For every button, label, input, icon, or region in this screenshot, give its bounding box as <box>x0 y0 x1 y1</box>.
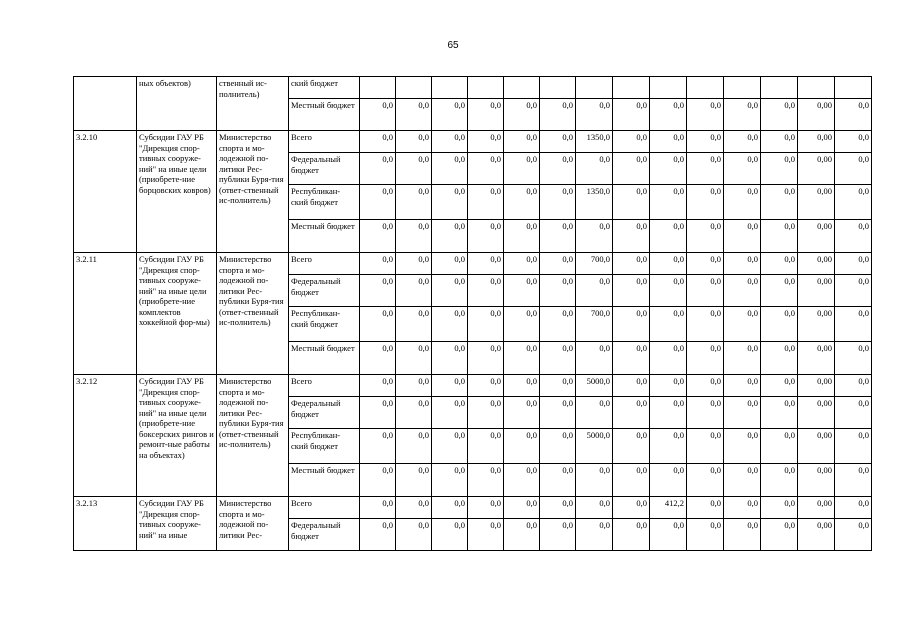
value-cell: 0,0 <box>396 464 432 497</box>
item-code-cell: 3.2.11 <box>74 253 137 375</box>
value-cell: 0,0 <box>650 342 687 375</box>
value-cell: 0,0 <box>724 342 761 375</box>
value-cell: 0,0 <box>360 220 396 253</box>
value-cell: 0,00 <box>798 153 835 185</box>
value-cell: 0,00 <box>798 429 835 464</box>
value-cell: 0,0 <box>432 253 468 275</box>
value-cell: 0,0 <box>396 342 432 375</box>
value-cell: 0,0 <box>540 275 576 307</box>
value-cell: 700,0 <box>576 307 613 342</box>
value-cell: 0,0 <box>468 397 504 429</box>
value-cell: 0,0 <box>432 464 468 497</box>
value-cell: 0,0 <box>576 397 613 429</box>
value-cell: 0,0 <box>576 497 613 519</box>
value-cell: 0,0 <box>835 342 872 375</box>
value-cell <box>504 77 540 99</box>
value-cell: 0,0 <box>724 220 761 253</box>
value-cell: 0,0 <box>360 342 396 375</box>
value-cell: 0,0 <box>360 429 396 464</box>
value-cell: 0,0 <box>360 497 396 519</box>
value-cell: 0,0 <box>504 397 540 429</box>
funding-source-cell: Федеральный бюджет <box>289 397 360 429</box>
value-cell: 0,0 <box>687 397 724 429</box>
value-cell: 0,0 <box>687 275 724 307</box>
value-cell: 0,0 <box>724 397 761 429</box>
value-cell: 0,0 <box>835 220 872 253</box>
funding-source-cell: Федеральный бюджет <box>289 519 360 551</box>
value-cell: 0,00 <box>798 397 835 429</box>
value-cell <box>360 77 396 99</box>
value-cell: 0,0 <box>613 131 650 153</box>
value-cell: 0,0 <box>504 253 540 275</box>
value-cell: 0,0 <box>360 99 396 131</box>
value-cell: 0,0 <box>761 220 798 253</box>
value-cell: 0,0 <box>613 307 650 342</box>
value-cell: 0,0 <box>360 153 396 185</box>
value-cell: 0,0 <box>396 153 432 185</box>
value-cell: 0,0 <box>396 375 432 397</box>
value-cell: 0,00 <box>798 519 835 551</box>
value-cell: 0,00 <box>798 464 835 497</box>
item-name-cell: Субсидии ГАУ РБ "Дирекция спор-тивных сооруже-ний" на иные цели (приобрете-ние комплектов хоккейной фор-мы) <box>137 253 217 375</box>
value-cell: 0,0 <box>432 397 468 429</box>
value-cell: 0,00 <box>798 185 835 220</box>
value-cell: 0,0 <box>540 253 576 275</box>
value-cell: 0,0 <box>468 131 504 153</box>
value-cell: 0,0 <box>613 397 650 429</box>
value-cell: 0,0 <box>761 464 798 497</box>
value-cell: 0,0 <box>360 275 396 307</box>
value-cell: 0,0 <box>835 131 872 153</box>
value-cell: 0,0 <box>540 220 576 253</box>
value-cell: 0,0 <box>835 397 872 429</box>
value-cell <box>761 77 798 99</box>
value-cell: 0,0 <box>432 497 468 519</box>
value-cell: 0,0 <box>576 464 613 497</box>
value-cell: 0,0 <box>396 397 432 429</box>
value-cell: 0,0 <box>360 464 396 497</box>
value-cell: 0,0 <box>468 307 504 342</box>
value-cell: 0,0 <box>724 429 761 464</box>
value-cell: 0,0 <box>468 429 504 464</box>
value-cell: 0,00 <box>798 307 835 342</box>
value-cell: 0,0 <box>432 519 468 551</box>
value-cell: 0,0 <box>761 185 798 220</box>
value-cell: 0,0 <box>540 375 576 397</box>
value-cell: 0,0 <box>613 519 650 551</box>
value-cell: 0,00 <box>798 253 835 275</box>
value-cell: 0,0 <box>687 220 724 253</box>
item-name-cell: Субсидии ГАУ РБ "Дирекция спор-тивных сооруже-ний" на иные цели (приобрете-ние борцовских ковров) <box>137 131 217 253</box>
value-cell: 0,0 <box>613 253 650 275</box>
value-cell: 0,0 <box>468 99 504 131</box>
value-cell: 5000,0 <box>576 429 613 464</box>
value-cell: 0,0 <box>504 275 540 307</box>
value-cell: 0,0 <box>835 275 872 307</box>
value-cell: 0,0 <box>650 519 687 551</box>
value-cell: 0,0 <box>650 185 687 220</box>
value-cell: 0,0 <box>835 153 872 185</box>
value-cell <box>650 77 687 99</box>
value-cell: 0,0 <box>724 99 761 131</box>
value-cell: 0,0 <box>360 519 396 551</box>
value-cell: 0,0 <box>761 153 798 185</box>
value-cell: 0,0 <box>432 375 468 397</box>
value-cell: 0,0 <box>835 185 872 220</box>
value-cell: 0,0 <box>687 464 724 497</box>
value-cell: 0,0 <box>613 342 650 375</box>
value-cell: 0,0 <box>504 375 540 397</box>
value-cell: 0,0 <box>761 375 798 397</box>
value-cell: 0,0 <box>761 429 798 464</box>
value-cell: 0,0 <box>835 307 872 342</box>
value-cell: 412,2 <box>650 497 687 519</box>
value-cell <box>613 77 650 99</box>
value-cell: 0,0 <box>540 307 576 342</box>
value-cell: 0,0 <box>650 275 687 307</box>
value-cell: 0,00 <box>798 497 835 519</box>
value-cell: 0,0 <box>540 429 576 464</box>
item-code-cell <box>74 77 137 131</box>
value-cell: 0,0 <box>761 342 798 375</box>
table-row <box>74 131 872 153</box>
value-cell: 0,0 <box>687 99 724 131</box>
value-cell: 0,0 <box>613 464 650 497</box>
value-cell: 0,0 <box>613 375 650 397</box>
value-cell: 0,00 <box>798 275 835 307</box>
value-cell <box>835 77 872 99</box>
value-cell: 0,0 <box>724 185 761 220</box>
value-cell: 0,0 <box>650 153 687 185</box>
item-code-cell: 3.2.12 <box>74 375 137 497</box>
executor-cell: ственный ис-полнитель) <box>217 77 289 131</box>
value-cell: 0,00 <box>798 131 835 153</box>
value-cell: 0,0 <box>468 253 504 275</box>
value-cell: 0,0 <box>761 131 798 153</box>
value-cell: 0,0 <box>468 519 504 551</box>
value-cell: 0,0 <box>576 99 613 131</box>
value-cell: 0,0 <box>650 397 687 429</box>
table-row <box>74 77 872 99</box>
value-cell: 0,00 <box>798 99 835 131</box>
value-cell: 0,0 <box>360 253 396 275</box>
value-cell: 0,0 <box>540 153 576 185</box>
value-cell: 0,0 <box>396 131 432 153</box>
value-cell: 0,0 <box>468 342 504 375</box>
value-cell: 0,0 <box>396 275 432 307</box>
value-cell: 0,0 <box>613 429 650 464</box>
value-cell: 0,0 <box>687 429 724 464</box>
value-cell: 0,0 <box>396 220 432 253</box>
value-cell: 0,0 <box>540 342 576 375</box>
value-cell: 0,00 <box>798 342 835 375</box>
value-cell: 0,0 <box>835 464 872 497</box>
value-cell: 0,0 <box>360 375 396 397</box>
value-cell: 5000,0 <box>576 375 613 397</box>
funding-source-cell: ский бюджет <box>289 77 360 99</box>
value-cell: 0,0 <box>761 519 798 551</box>
item-name-cell: Субсидии ГАУ РБ "Дирекция спор-тивных сооруже-ний" на иные цели (приобрете-ние боксерских рингов и ремонт-ные работы на объектах) <box>137 375 217 497</box>
funding-source-cell: Местный бюджет <box>289 464 360 497</box>
value-cell: 0,0 <box>396 253 432 275</box>
page-number: 65 <box>447 40 459 51</box>
value-cell: 0,0 <box>396 519 432 551</box>
value-cell: 0,0 <box>724 375 761 397</box>
value-cell: 0,0 <box>835 497 872 519</box>
value-cell: 0,0 <box>761 253 798 275</box>
value-cell: 0,0 <box>650 131 687 153</box>
funding-source-cell: Республикан-ский бюджет <box>289 307 360 342</box>
value-cell: 0,0 <box>835 99 872 131</box>
value-cell: 0,0 <box>650 99 687 131</box>
executor-cell: Министерство спорта и мо-лодежной по-литики Рес-публики Буря-тия (ответ-ственный ис-полнитель) <box>217 375 289 497</box>
funding-source-cell: Местный бюджет <box>289 220 360 253</box>
value-cell: 0,0 <box>468 153 504 185</box>
value-cell: 0,0 <box>724 519 761 551</box>
value-cell: 0,0 <box>540 497 576 519</box>
value-cell: 0,0 <box>724 275 761 307</box>
value-cell: 0,0 <box>360 185 396 220</box>
value-cell: 0,0 <box>504 307 540 342</box>
value-cell: 0,0 <box>687 253 724 275</box>
value-cell: 0,0 <box>761 497 798 519</box>
value-cell: 0,0 <box>613 99 650 131</box>
budget-table <box>73 76 872 551</box>
value-cell: 0,0 <box>432 99 468 131</box>
value-cell: 0,0 <box>761 99 798 131</box>
value-cell: 0,0 <box>576 275 613 307</box>
value-cell: 0,0 <box>687 375 724 397</box>
value-cell: 0,0 <box>613 153 650 185</box>
value-cell: 0,0 <box>468 375 504 397</box>
value-cell: 0,0 <box>540 185 576 220</box>
funding-source-cell: Федеральный бюджет <box>289 153 360 185</box>
value-cell: 0,0 <box>432 275 468 307</box>
value-cell: 0,0 <box>576 342 613 375</box>
value-cell: 0,0 <box>468 497 504 519</box>
value-cell <box>724 77 761 99</box>
funding-source-cell: Местный бюджет <box>289 342 360 375</box>
value-cell: 0,0 <box>504 519 540 551</box>
table-body <box>74 77 872 551</box>
value-cell: 0,0 <box>687 497 724 519</box>
value-cell: 0,0 <box>687 153 724 185</box>
executor-cell: Министерство спорта и мо-лодежной по-литики Рес- <box>217 497 289 551</box>
value-cell: 0,0 <box>432 429 468 464</box>
value-cell: 0,0 <box>396 185 432 220</box>
value-cell: 0,0 <box>432 153 468 185</box>
value-cell: 0,0 <box>687 185 724 220</box>
funding-source-cell: Всего <box>289 253 360 275</box>
item-name-cell: Субсидии ГАУ РБ "Дирекция спор-тивных сооруже-ний" на иные <box>137 497 217 551</box>
value-cell: 0,0 <box>396 429 432 464</box>
value-cell: 0,0 <box>432 131 468 153</box>
funding-source-cell: Республикан-ский бюджет <box>289 429 360 464</box>
value-cell: 0,0 <box>540 519 576 551</box>
value-cell: 0,0 <box>687 307 724 342</box>
value-cell: 0,0 <box>360 307 396 342</box>
table-row <box>74 375 872 397</box>
value-cell: 0,0 <box>504 153 540 185</box>
value-cell: 0,0 <box>504 185 540 220</box>
funding-source-cell: Всего <box>289 497 360 519</box>
value-cell: 0,0 <box>504 497 540 519</box>
value-cell: 0,0 <box>724 131 761 153</box>
value-cell: 0,0 <box>396 99 432 131</box>
funding-source-cell: Всего <box>289 375 360 397</box>
value-cell: 0,0 <box>576 519 613 551</box>
value-cell: 0,0 <box>432 307 468 342</box>
value-cell: 0,0 <box>761 307 798 342</box>
value-cell <box>432 77 468 99</box>
value-cell: 0,0 <box>504 342 540 375</box>
funding-source-cell: Местный бюджет <box>289 99 360 131</box>
value-cell: 0,0 <box>613 275 650 307</box>
value-cell: 0,0 <box>576 153 613 185</box>
value-cell <box>576 77 613 99</box>
value-cell: 0,0 <box>835 519 872 551</box>
value-cell: 0,0 <box>724 253 761 275</box>
executor-cell: Министерство спорта и мо-лодежной по-литики Рес-публики Буря-тия (ответ-ственный ис-полнитель) <box>217 253 289 375</box>
value-cell: 0,0 <box>360 131 396 153</box>
value-cell: 0,0 <box>724 153 761 185</box>
value-cell: 0,0 <box>540 397 576 429</box>
value-cell: 0,0 <box>650 220 687 253</box>
value-cell: 0,0 <box>650 429 687 464</box>
value-cell: 0,0 <box>432 185 468 220</box>
value-cell: 0,0 <box>540 99 576 131</box>
value-cell: 0,0 <box>835 253 872 275</box>
table-row <box>74 253 872 275</box>
value-cell: 0,0 <box>504 220 540 253</box>
value-cell: 0,0 <box>360 397 396 429</box>
value-cell <box>396 77 432 99</box>
value-cell: 0,0 <box>650 253 687 275</box>
value-cell: 0,0 <box>613 220 650 253</box>
value-cell: 0,0 <box>396 497 432 519</box>
value-cell: 0,0 <box>687 342 724 375</box>
value-cell: 0,0 <box>613 185 650 220</box>
value-cell: 0,00 <box>798 375 835 397</box>
item-code-cell: 3.2.13 <box>74 497 137 551</box>
value-cell: 700,0 <box>576 253 613 275</box>
value-cell: 0,0 <box>432 342 468 375</box>
value-cell: 0,0 <box>504 99 540 131</box>
item-code-cell: 3.2.10 <box>74 131 137 253</box>
value-cell: 1350,0 <box>576 185 613 220</box>
value-cell: 0,0 <box>687 131 724 153</box>
funding-source-cell: Республикан-ский бюджет <box>289 185 360 220</box>
value-cell <box>468 77 504 99</box>
table-row <box>74 497 872 519</box>
item-name-cell: ных объектов) <box>137 77 217 131</box>
value-cell: 0,0 <box>504 429 540 464</box>
value-cell <box>798 77 835 99</box>
value-cell: 0,0 <box>761 397 798 429</box>
value-cell: 0,0 <box>432 220 468 253</box>
value-cell: 0,0 <box>396 307 432 342</box>
value-cell: 0,0 <box>835 375 872 397</box>
value-cell: 0,00 <box>798 220 835 253</box>
value-cell: 0,0 <box>504 464 540 497</box>
value-cell: 0,0 <box>761 275 798 307</box>
value-cell: 0,0 <box>468 275 504 307</box>
value-cell: 0,0 <box>724 497 761 519</box>
value-cell: 0,0 <box>468 464 504 497</box>
funding-source-cell: Федеральный бюджет <box>289 275 360 307</box>
value-cell <box>540 77 576 99</box>
value-cell: 0,0 <box>613 497 650 519</box>
value-cell: 0,0 <box>835 429 872 464</box>
value-cell: 0,0 <box>687 519 724 551</box>
executor-cell: Министерство спорта и мо-лодежной по-литики Рес-публики Буря-тия (ответ-ственный ис-полнитель) <box>217 131 289 253</box>
value-cell: 0,0 <box>724 307 761 342</box>
value-cell: 0,0 <box>504 131 540 153</box>
value-cell: 0,0 <box>650 375 687 397</box>
value-cell <box>687 77 724 99</box>
value-cell: 0,0 <box>576 220 613 253</box>
value-cell: 0,0 <box>650 307 687 342</box>
funding-source-cell: Всего <box>289 131 360 153</box>
value-cell: 0,0 <box>540 131 576 153</box>
value-cell: 0,0 <box>540 464 576 497</box>
value-cell: 0,0 <box>724 464 761 497</box>
value-cell: 0,0 <box>468 185 504 220</box>
value-cell: 0,0 <box>650 464 687 497</box>
value-cell: 1350,0 <box>576 131 613 153</box>
value-cell: 0,0 <box>468 220 504 253</box>
